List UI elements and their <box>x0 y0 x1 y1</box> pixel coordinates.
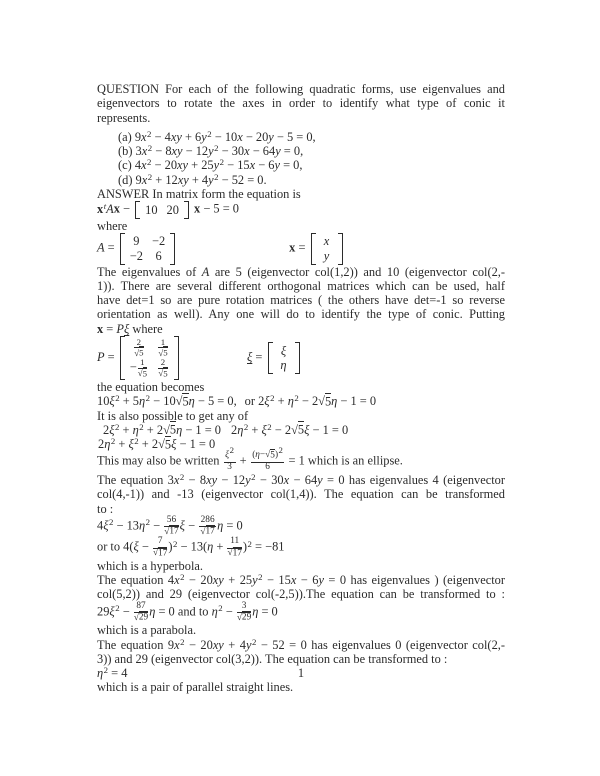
sqrt-radical: √17 <box>227 548 242 559</box>
matrix <box>120 233 175 265</box>
superscript: 2 <box>267 421 272 432</box>
text-line: The equation $3x^2 - 8xy - 12y^2 - 30x - 64y = 0$ has eigenvalues 4 (eigenvector <box>97 472 505 487</box>
sqrt-radical: √17 <box>164 526 179 537</box>
math-variable: η <box>139 518 146 533</box>
math-variable: ξ <box>264 394 270 409</box>
math-variable: η <box>237 422 244 437</box>
text-line: which is a pair of parallel straight lines. <box>97 680 294 695</box>
page-number: 1 <box>297 666 305 680</box>
h-space <box>221 433 231 434</box>
text-line: The equation $4x^2 - 20xy + 25y^2 - 15x - 6y = 0$ has eigenvalues ) (eigenvector <box>97 573 505 588</box>
fraction: $\frac{56}{√17}$ <box>164 514 179 537</box>
superscript: 2 <box>103 665 109 676</box>
text-line: It is also possible to get any of <box>97 408 249 423</box>
superscript: 2 <box>207 128 212 139</box>
superscript: 2 <box>243 421 249 432</box>
superscript: 2 <box>219 157 225 168</box>
superscript: 2 <box>110 436 116 447</box>
math-variable: x <box>244 144 250 159</box>
superscript: 2 <box>180 573 185 583</box>
matrix-bracket-left <box>135 201 140 218</box>
math-variable: xy <box>177 158 189 173</box>
math-variable: η <box>188 394 195 409</box>
matrix-bracket-left <box>120 336 125 380</box>
text-line: 3)) and 29 (eigenvector col(3,2)). The equation can be transformed to : <box>97 651 448 666</box>
math-variable: η <box>104 437 111 452</box>
superscript: 2 <box>258 573 263 583</box>
matrix-cell <box>157 338 169 358</box>
superscript: 2 <box>214 143 219 154</box>
text-line: $2\eta^2 + \xi^2 + 2√5\xi - 1 = 0$ <box>98 436 216 452</box>
math-variable: x <box>249 158 256 173</box>
text-block <box>97 82 505 695</box>
matrix-cell: 9 <box>133 234 140 249</box>
bold-vector: x <box>97 201 104 216</box>
math-variable: y <box>208 144 214 159</box>
text-line: $29\xi^2$ − $\frac{87}{√29}$ η = 0 and to $\eta^2$ − $\frac{3}{√29}$ η = 0 <box>97 600 278 623</box>
matrix-bracket-right <box>184 201 189 218</box>
matrix-bracket-right <box>338 233 343 265</box>
math-line <box>97 201 505 218</box>
sqrt-radical: √5 <box>137 368 147 379</box>
bold-vector: x <box>113 201 120 216</box>
superscript: 2 <box>147 171 153 182</box>
math-run: x − 5 = 0 <box>194 201 239 216</box>
math-run: x − <box>113 201 134 216</box>
math-variable: η <box>149 604 156 619</box>
text-line: (d) $9x^2 + 12xy + 4y^2 - 52 = 0$. <box>118 171 267 187</box>
math-variable: η <box>217 518 224 533</box>
matrix <box>120 336 179 380</box>
math-variable: x <box>237 129 243 144</box>
math-line <box>97 336 505 380</box>
matrix-cell: − $\frac{1}{√5}$ <box>129 357 147 379</box>
matrix-cell <box>321 234 333 248</box>
math-run: A = <box>97 240 118 255</box>
text-line: The eigenvalues of A are 5 (eigenvector col(1,2)) and 10 (eigenvector col(2,- <box>97 264 505 279</box>
matrix-cells <box>143 201 181 218</box>
superscript <box>104 201 106 211</box>
text-line: which is a parabola. <box>97 623 197 638</box>
matrix-cell <box>278 344 290 358</box>
sqrt-radical: √5 <box>158 437 172 452</box>
matrix-bracket-left <box>268 342 273 374</box>
math-variable: η <box>207 539 214 554</box>
math-variable: A <box>106 201 114 216</box>
fraction: $\frac{2}{√5}$ <box>158 357 168 379</box>
text-line: have det=1 so are pure rotation matrices ( the others have det=-1 so reverse <box>97 293 505 308</box>
math-variable: ξ <box>109 604 115 619</box>
math-variable: η <box>176 422 183 437</box>
math-variable: ξ <box>225 450 230 461</box>
text-line: eigenvectors to rotate the axes in order to identify what type of conic it <box>97 96 505 111</box>
fraction: $\frac{286}{√17}$ <box>200 514 215 537</box>
text-line: represents. <box>97 110 151 125</box>
matrix-bracket-right <box>174 336 179 380</box>
matrix-bracket-left <box>120 233 125 265</box>
math-variable: xy <box>212 637 224 652</box>
bold-vector: x <box>194 201 201 216</box>
math-variable: η <box>280 358 287 373</box>
math-variable: x <box>174 637 180 652</box>
superscript: 2 <box>214 171 219 182</box>
math-variable: x <box>290 573 297 588</box>
math-variable: ξ <box>109 422 115 437</box>
math-variable: x <box>173 472 180 487</box>
math-variable: ξ <box>304 422 310 437</box>
superscript: 2 <box>251 472 256 482</box>
superscript: 2 <box>229 445 234 456</box>
superscript: 2 <box>180 637 185 647</box>
superscript: 2 <box>179 472 185 482</box>
fraction: $\frac{1}{√5}$ <box>137 357 147 379</box>
fraction: $\frac{7}{√17}$ <box>152 536 168 559</box>
math-variable: ξ <box>171 437 177 452</box>
math-variable: η <box>255 450 260 461</box>
text-line: This may also be written $\frac{\xi^2}{3}$ + $\frac{(\eta-√5)^2}{6}$ = 1 which is an ellipse. <box>97 445 403 473</box>
math-variable: A <box>97 240 105 255</box>
math-variable: x <box>174 573 180 588</box>
sqrt-radical: √5 <box>158 347 168 358</box>
superscript: 2 <box>173 538 178 549</box>
math-variable: P <box>97 349 105 364</box>
superscript: 2 <box>115 603 120 614</box>
matrix-cells <box>128 233 167 265</box>
superscript: 2 <box>109 517 114 528</box>
superscript: 2 <box>147 128 152 139</box>
superscript: 2 <box>294 393 299 404</box>
math-variable: y <box>245 637 252 652</box>
sqrt-radical: √29 <box>133 612 149 623</box>
fraction: $\frac{(\eta-√5)^2}{6}$ <box>252 445 283 473</box>
math-run: P = <box>97 349 118 364</box>
superscript: 2 <box>278 445 283 456</box>
math-variable: η <box>97 666 104 681</box>
matrix-cell: −2 <box>151 234 166 249</box>
matrix-cell <box>321 249 333 263</box>
math-variable: ξ <box>128 437 134 452</box>
math-variable: η <box>252 604 259 619</box>
h-space <box>177 251 289 252</box>
superscript: 2 <box>139 421 144 432</box>
math-variable: x <box>141 172 148 187</box>
math-variable: xy <box>177 172 189 187</box>
math-variable: A <box>201 264 210 279</box>
sqrt-radical: √17 <box>200 526 215 537</box>
matrix-cells <box>276 342 292 374</box>
math-run <box>97 202 114 216</box>
math-run: x = <box>289 240 309 255</box>
text-line: (c) $4x^2 - 20xy + 25y^2 - 15x - 6y = 0$, <box>118 157 303 173</box>
sqrt-radical: √5 <box>134 347 144 358</box>
matrix <box>268 342 300 374</box>
text-line: orientation as well). Any one will do to identify the type of conic. Putting <box>97 307 505 322</box>
sqrt-radical: √5 <box>318 394 332 409</box>
math-variable: ξ <box>123 321 130 336</box>
math-variable: η <box>139 394 146 409</box>
math-variable: y <box>245 472 251 487</box>
matrix-cell <box>130 338 148 358</box>
math-variable: y <box>268 129 274 144</box>
text-line: col(5,2)) and 29 (eigenvector col(-2,5)).The equation can be transformed to : <box>97 587 505 602</box>
math-variable: y <box>323 248 330 263</box>
sqrt-radical: √5 <box>265 450 275 461</box>
text-line: which is a hyperbola. <box>97 558 203 573</box>
matrix-cell <box>157 358 169 378</box>
math-variable: ξ <box>109 394 115 409</box>
matrix-cell: 10 <box>145 202 158 217</box>
math-variable: y <box>275 144 281 159</box>
underlined-symbol <box>247 350 252 364</box>
h-space <box>237 404 245 405</box>
superscript: 2 <box>134 436 139 447</box>
math-variable: ξ <box>280 343 287 358</box>
math-variable: xy <box>212 573 224 588</box>
math-variable: ξ <box>133 539 139 554</box>
superscript: 2 <box>218 603 223 614</box>
sqrt-radical: √29 <box>236 612 252 623</box>
math-variable: ξ <box>103 518 109 533</box>
matrix-cell: −2 <box>129 248 143 263</box>
sqrt-radical: √17 <box>152 548 168 559</box>
fraction: $\frac{87}{√29}$ <box>133 600 149 623</box>
math-variable: P <box>116 321 124 336</box>
math-variable: ξ <box>247 349 253 364</box>
fraction: $\frac{2}{√5}$ <box>134 336 144 358</box>
fraction: $\frac{11}{√17}$ <box>227 536 242 559</box>
math-variable: η <box>132 422 139 437</box>
superscript: 2 <box>145 393 151 404</box>
text-line: QUESTION For each of the following quadratic forms, use eigenvalues and <box>97 82 505 96</box>
matrix-cell <box>278 358 290 372</box>
math-variable: xy <box>206 472 218 487</box>
superscript: 2 <box>145 517 151 528</box>
math-variable: xy <box>170 129 182 144</box>
text-line: $\eta^2 = 4$ <box>97 665 128 681</box>
superscript: 2 <box>251 637 257 647</box>
math-variable: y <box>318 573 324 588</box>
bold-vector: x <box>289 240 296 255</box>
text-line: to : <box>97 501 114 516</box>
math-variable: x <box>141 144 148 159</box>
matrix <box>135 201 189 218</box>
math-variable: η <box>287 394 294 409</box>
math-variable: η <box>331 394 338 409</box>
text-line: 1)). There are several different orthogonal matrices which can be used, half <box>97 278 505 293</box>
text-line: or to 4(ξ − $\frac{7}{√17}$ )$^2$ − 13(η + $\frac{11}{√17}$ )$^2$ = −81 <box>97 536 285 559</box>
text-line: the equation becomes <box>97 379 205 394</box>
matrix <box>311 233 343 265</box>
superscript: 2 <box>147 157 152 168</box>
matrix-cell: 6 <box>155 248 162 263</box>
math-variable: t <box>103 200 107 211</box>
math-variable: y <box>274 158 280 173</box>
matrix-cells <box>319 233 335 265</box>
text-line: x = Pξ where <box>97 321 163 336</box>
text-line: where <box>97 218 128 233</box>
math-variable: y <box>317 472 323 487</box>
math-variable: η <box>211 604 218 619</box>
text-line: (a) $9x^2 - 4xy + 6y^2 - 10x - 20y - 5 = 0$, <box>118 128 316 144</box>
math-variable: y <box>213 158 220 173</box>
math-variable: y <box>208 172 214 187</box>
text-line: $10\xi^2 + 5\eta^2 - 10√5\eta - 5 = 0$, or $2\xi^2 + \eta^2 - 2√5\eta - 1 = 0$ <box>97 393 377 409</box>
underlined-symbol <box>124 322 129 336</box>
text-line: The equation $9x^2 - 20xy + 4y^2 - 52 = 0$ has eigenvalues 0 (eigenvector col(2,- <box>97 637 505 652</box>
math-run: ξ = <box>247 349 266 364</box>
math-variable: y <box>252 573 258 588</box>
math-variable: x <box>283 472 290 487</box>
sqrt-radical: √5 <box>291 422 305 437</box>
math-variable: ξ <box>179 518 185 533</box>
superscript: 2 <box>147 143 153 154</box>
math-variable: x <box>141 158 147 173</box>
text-line: ANSWER In matrix form the equation is <box>97 187 301 202</box>
matrix-bracket-right <box>295 342 300 374</box>
math-variable: y <box>201 129 207 144</box>
matrix-cells <box>128 336 171 380</box>
sqrt-radical: √5 <box>163 422 177 437</box>
matrix-bracket-right <box>170 233 175 265</box>
fraction: $\frac{\xi^2}{3}$ <box>225 445 234 473</box>
superscript: 2 <box>115 421 120 432</box>
text-line: col(4,-1)) and -13 (eigenvector col(1,4)). The equation can be transformed <box>97 487 505 502</box>
text-line: $4\xi^2 - 13\eta^2$ − $\frac{56}{√17}$ ξ − $\frac{286}{√17}$ η = 0 <box>97 514 243 537</box>
superscript: 2 <box>115 393 120 404</box>
math-variable: x <box>141 129 147 144</box>
matrix-bracket-left <box>311 233 316 265</box>
sqrt-radical: √5 <box>158 368 168 379</box>
fraction: $\frac{3}{√29}$ <box>236 600 252 623</box>
h-space <box>181 360 247 361</box>
text-line: (b) $3x^2 - 8xy - 12y^2 - 30x - 64y = 0$, <box>118 143 304 159</box>
fraction: $\frac{1}{√5}$ <box>158 336 168 358</box>
bold-vector: x <box>97 321 104 336</box>
superscript: 2 <box>270 393 275 404</box>
matrix-cell: 20 <box>166 202 179 217</box>
sqrt-radical: √5 <box>175 394 189 409</box>
text-line: $2\xi^2 + \eta^2 + 2√5\eta - 1 = 0$ $2\eta^2 + \xi^2 - 2√5\xi - 1 = 0$ <box>103 421 349 437</box>
superscript: 2 <box>247 538 252 549</box>
math-variable: ξ <box>261 422 267 437</box>
math-variable: x <box>323 234 330 249</box>
math-variable: xy <box>171 144 183 159</box>
math-line <box>97 233 505 265</box>
